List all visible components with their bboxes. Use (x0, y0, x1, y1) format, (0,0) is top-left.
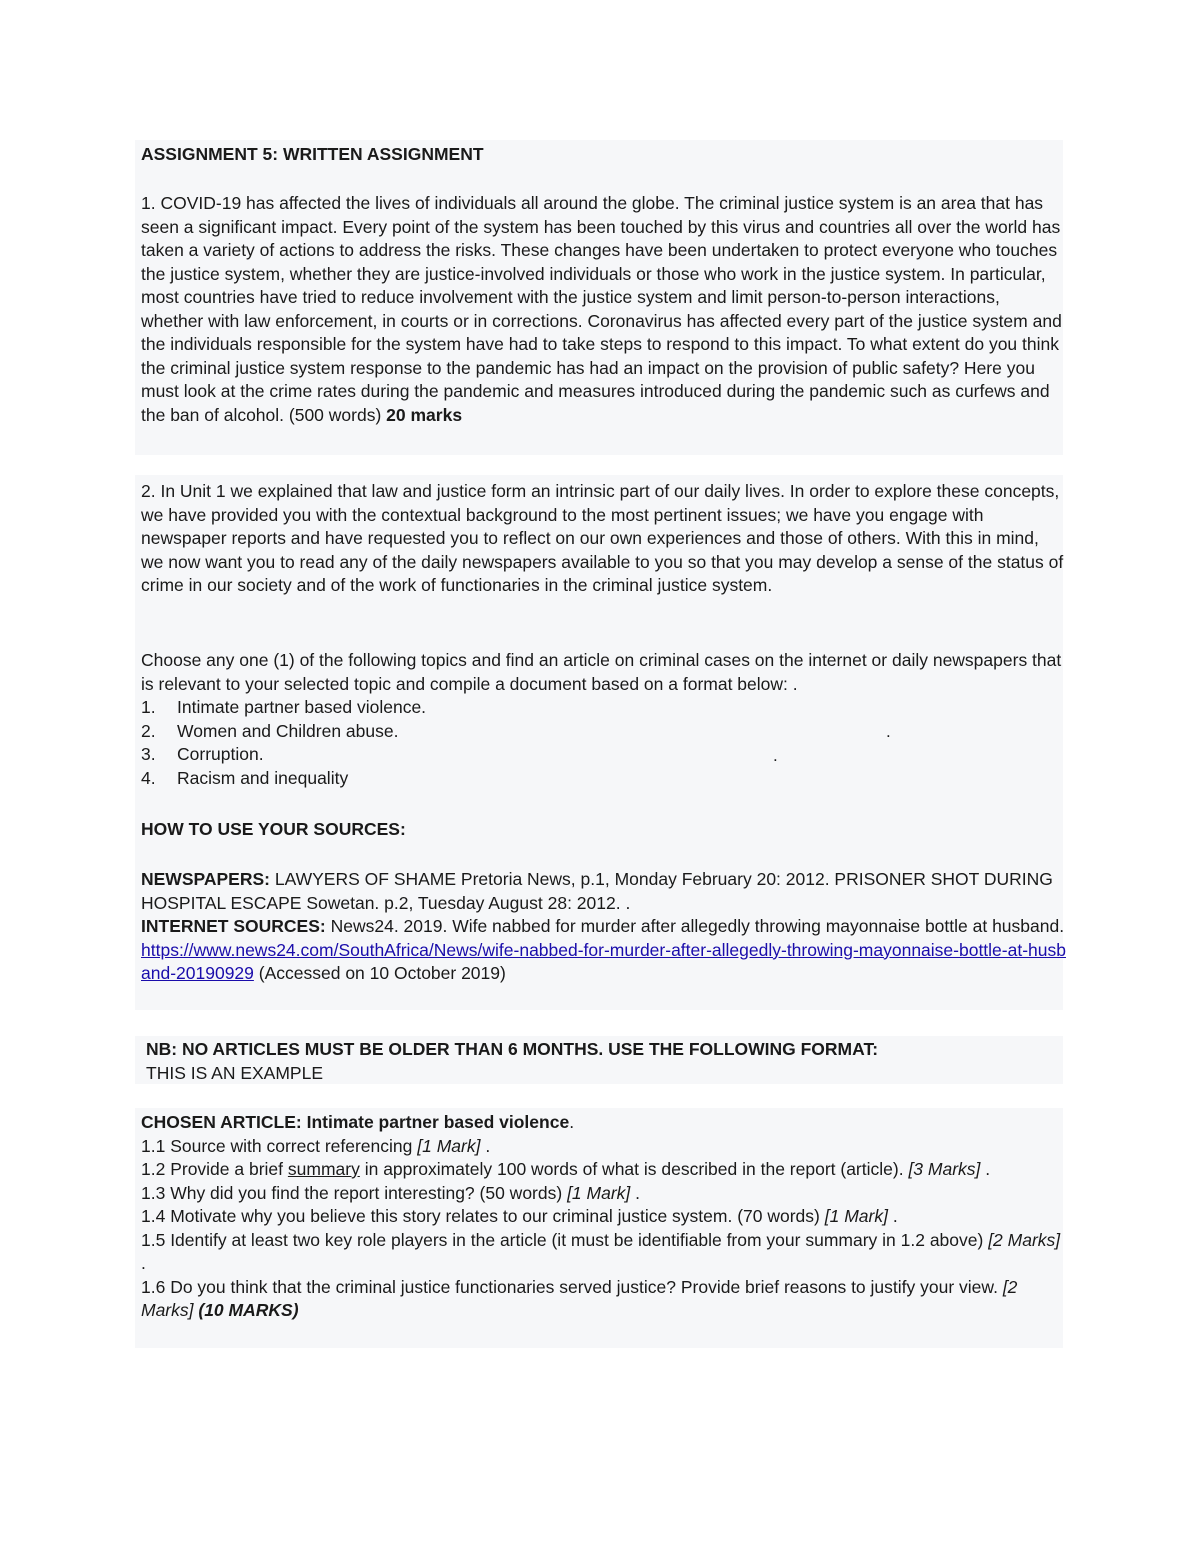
format-item-1-3: 1.3 Why did you find the report interesting? (50 words) [1 Mark] . (141, 1182, 641, 1203)
format-item-1-6: 1.6 Do you think that the criminal justice functionaries served justice? Provide brief reasons to justify your view. [2 Marks] (10 MARKS) (141, 1276, 1018, 1320)
assignment-heading: ASSIGNMENT 5: WRITTEN ASSIGNMENT (141, 144, 484, 164)
topic-item: 3. Corruption. (141, 744, 264, 764)
news24-link[interactable]: https://www.news24.com/SouthAfrica/News/wife-nabbed-for-murder-after-allegedly-throwing-mayonnaise-bottle-at-husband-20190929 (141, 939, 1066, 983)
stray-dot: . (886, 722, 891, 741)
question-2 (141, 480, 1066, 598)
question-1-marks: 20 marks (386, 404, 463, 425)
topic-item: 2. Women and Children abuse. (141, 720, 399, 741)
question-1 (141, 192, 1066, 427)
topic-item: 1. Intimate partner based violence. (141, 697, 427, 717)
topic-list (141, 696, 1066, 790)
nb-block (146, 1038, 1071, 1085)
format-item-1-1: 1.1 Source with correct referencing [1 Mark] . (141, 1135, 491, 1156)
format-block (141, 1111, 1066, 1323)
topic-instructions (141, 649, 1066, 790)
topic-item: 4. Racism and inequality (141, 767, 349, 788)
format-item-1-5: 1.5 Identify at least two key role players in the article (it must be identifiable from your summary in 1.2 above) [2 Marks] . (141, 1229, 1061, 1273)
nb-line: NB: NO ARTICLES MUST BE OLDER THAN 6 MONTHS. USE THE FOLLOWING FORMAT: (146, 1039, 879, 1059)
format-item-1-2: 1.2 Provide a brief summary in approximately 100 words of what is described in the report (article). [3 Marks] . (141, 1159, 991, 1179)
sources-block (141, 868, 1066, 986)
format-item-1-4: 1.4 Motivate why you believe this story relates to our criminal justice system. (70 words) [1 Mark] . (141, 1206, 898, 1226)
question-2-text: 2. In Unit 1 we explained that law and justice form an intrinsic part of our daily lives. In order to explore these concepts, we have provided you with the contextual background to the most pertinent issues; we have you engage with newspaper reports and have requested you to reflect on our own experiences and those of others. With this in mind, we now want you to read any of the daily newspapers available to you so that you may develop a sense of the status of crime in our society and of the work of functionaries in the criminal justice system. (141, 481, 1064, 595)
example-line: THIS IS AN EXAMPLE (146, 1062, 323, 1083)
internet-source: INTERNET SOURCES: News24. 2019. Wife nabbed for murder after allegedly throwing mayonnaise bottle at husband. https://www.news24.com/SouthAfrica/News/wife-nabbed-for-murder-after-allegedly-throwing-mayonnaise-bottle-at-husband-20190929 (Accessed on 10 October 2019) (141, 916, 1066, 983)
question-1-text: 1. COVID-19 has affected the lives of individuals all around the globe. The criminal justice system is an area that has seen a significant impact. Every point of the system has been touched by this virus and countries all over the world has taken a variety of actions to address the risks. These changes have been undertaken to protect everyone who touches the justice system, whether they are justice-involved individuals or those who work in the justice system. In particular, most countries have tried to reduce involvement with the justice system and limit person-to-person interactions, whether with law enforcement, in courts or in corrections. Coronavirus has affected every part of the justice system and the individuals responsible for the system have had to take steps to respond to this impact. To what extent do you think the criminal justice system response to the pandemic has had an impact on the provision of public safety? Here you must look at the crime rates during the pandemic and measures introduced during the pandemic such as curfews and the ban of alcohol. (500 words) (141, 193, 1062, 425)
newspapers-source: NEWSPAPERS: LAWYERS OF SHAME Pretoria News, p.1, Monday February 20: 2012. PRISONER SHOT DURING HOSPITAL ESCAPE Sowetan. p.2, Tuesday August 28: 2012. . (141, 869, 1053, 913)
chosen-article: CHOSEN ARTICLE: Intimate partner based violence. (141, 1112, 575, 1132)
sources-heading: HOW TO USE YOUR SOURCES: (141, 819, 406, 839)
choose-text: Choose any one (1) of the following topics and find an article on criminal cases on the internet or daily newspapers that is relevant to your selected topic and compile a document based on a format below: . (141, 650, 1062, 694)
stray-dot: . (773, 746, 778, 765)
